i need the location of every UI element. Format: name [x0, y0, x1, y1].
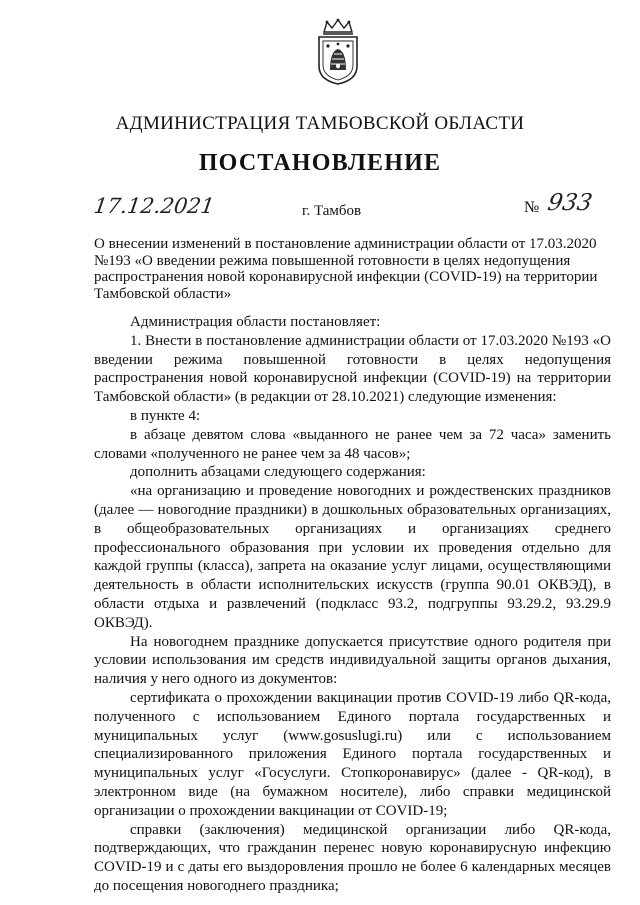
body-paragraph: в абзаце девятом слова «выданного не ранее чем за 72 часа» заменить словами «полученного не ранее чем за 48 часов»; — [94, 426, 611, 462]
city-label: г. Тамбов — [302, 203, 362, 219]
document-type-title: ПОСТАНОВЛЕНИЕ — [198, 150, 442, 176]
coat-of-arms-icon — [315, 18, 361, 86]
body-paragraph: сертификата о прохождении вакцинации против COVID-19 либо QR-кода, полученного с использованием Единого портала государственных и муниципальных услуг (www.gosuslugi.ru) или с использованием специализированного приложения Единого портала государственных и муниципальных услуг «Госуслуги. Стопкоронавирус» (далее - QR-код), в электронном виде (на бумажном носителе), либо справки медицинской организации о прохождении вакцинации от COVID-19; — [94, 689, 611, 819]
body-paragraph: 1. Внести в постановление администрации области от 17.03.2020 №193 «О введении режима повышенной готовности в целях недопущения распространения новой коронавирусной инфекции (COVID-19) на территории Тамбовской области» (в редакции от 28.10.2021) следующие изменения: — [94, 332, 611, 406]
body-paragraph: На новогоднем празднике допускается присутствие одного родителя при условии использования им средств индивидуальной защиты органов дыхания, наличия у него одного из документов: — [94, 633, 611, 688]
body-paragraph: «на организацию и проведение новогодних и рождественских праздников (далее — новогодние праздники) в дошкольных образовательных организациях, в общеобразовательных организациях и организациях среднего профессионального образования при условии их проведения отдельно для каждой группы (класса), запрета на оказание услуг лицами, осуществляющими деятельность в области исполнительских искусств (группа 90.01 ОКВЭД), в области отдыха и развлечений (подкласс 93.2, подгруппы 93.29.2, 93.29.9 ОКВЭД). — [94, 483, 611, 631]
document-subject: О внесении изменений в постановление администрации области от 17.03.2020 №193 «О введении режима повышенной готовности в целях недопущения распространения новой коронавирусной инфекции (COVID-19) на территории Тамбовской области» — [94, 236, 598, 302]
handwritten-date: 17.12.2021 — [92, 194, 216, 218]
body-paragraph: дополнить абзацами следующего содержания: — [130, 464, 426, 481]
number-label: № — [524, 199, 540, 216]
document-body — [94, 313, 611, 896]
organization-name: АДМИНИСТРАЦИЯ ТАМБОВСКОЙ ОБЛАСТИ — [115, 113, 525, 134]
body-paragraph: в пункте 4: — [130, 407, 201, 424]
body-paragraph: Администрация области постановляет: — [130, 314, 381, 330]
body-paragraph: справки (заключения) медицинской организации либо QR-кода, подтверждающих, что гражданин перенес новую коронавирусную инфекцию COVID-19 и с даты его выздоровления прошло не более 6 календарных месяцев до посещения новогоднего праздника; — [94, 821, 611, 894]
handwritten-document-number: 933 — [545, 190, 595, 216]
